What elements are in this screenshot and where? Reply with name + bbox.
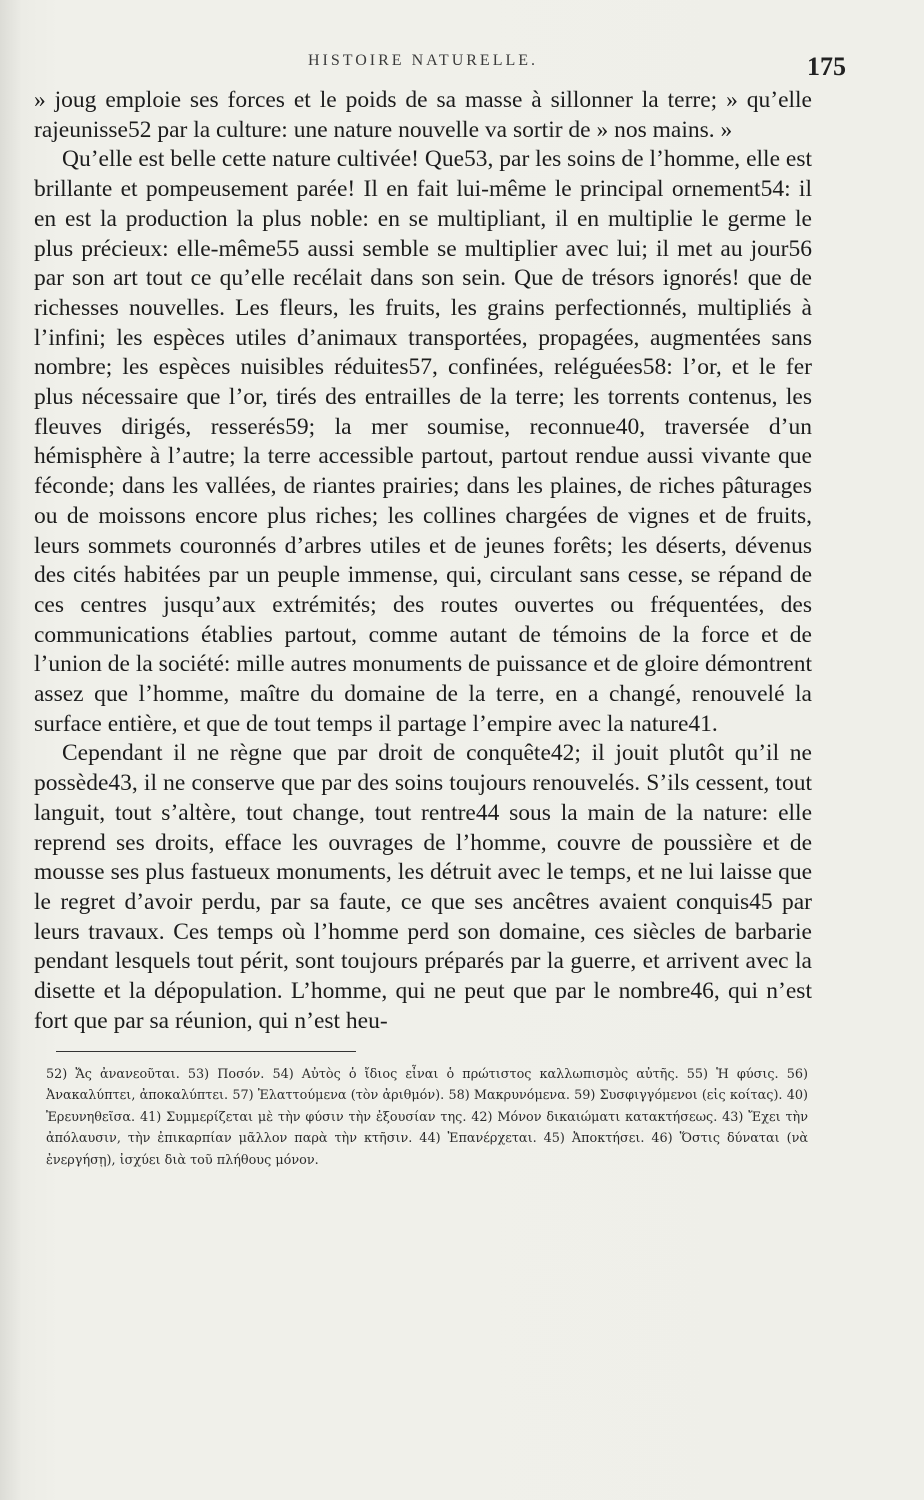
running-title: HISTOIRE NATURELLE. bbox=[307, 52, 539, 69]
paragraph: Cependant il ne règne que par droit de conquête42; il jouit plutôt qu’il ne possède43, il ne conserve que par des soins toujours renouvelés. S’ils cessent, tout languit, tout s’altère, tout change, tout rentre44 sous la main de la nature: elle reprend ses droits, efface les ouvrages de l’homme, couvre de poussière et de mousse ses plus fastueux monuments, les détruit avec le temps, et ne lui laisse que le regret d’avoir perdu, par sa faute, ce que ses ancêtres avaient conquis45 par leurs travaux. Ces temps où l’homme perd son domaine, ces siècles de barbarie pendant lesquels tout périt, sont toujours préparés par la guerre, et arrivent avec la disette et la dépopulation. L’homme, qui ne peut que par le nombre46, qui n’est fort que par sa réunion, qui n’est heu- bbox=[34, 740, 812, 1034]
paragraph: » joug emploie ses forces et le poids de sa masse à sillonner la terre; » qu’elle rajeunisse52 par la culture: une nature nouvelle va sortir de » nos mains. » bbox=[34, 87, 812, 143]
footnotes bbox=[34, 1064, 812, 1172]
main-text bbox=[34, 86, 812, 1037]
paragraph: Qu’elle est belle cette nature cultivée! Que53, par les soins de l’homme, elle est brillante et pompeusement parée! Il en fait lui-même le principal ornement54: il en est la production la plus noble: en se multipliant, il en multiplie le germe le plus précieux: elle-même55 aussi semble se multiplier avec lui; il met au jour56 par son art tout ce qu’elle recélait dans son sein. Que de trésors ignorés! que de richesses nouvelles. Les fleurs, les fruits, les grains perfectionnés, multipliés à l’infini; les espèces utiles d’animaux transportées, propagées, augmentées sans nombre; les espèces nuisibles réduites57, confinées, reléguées58: l’or, et le fer plus nécessaire que l’or, tirés des entrailles de la terre; les torrents contenus, les fleuves dirigés, resserés59; la mer soumise, reconnue40, traversée d’un hémisphère à l’autre; la terre accessible partout, partout rendue aussi vivante que féconde; dans les vallées, de riantes prairies; dans les plaines, de riches pâturages ou de moissons encore plus riches; les collines chargées de vignes et de fruits, leurs sommets couronnés d’arbres utiles et de jeunes forêts; les déserts, dévenus des cités habitées par un peuple immense, qui, circulant sans cesse, se répand de ces centres jusqu’aux extrémités; des routes ouvertes ou fréquentées, des communications établies partout, comme autant de témoins de la force et de l’union de la société: mille autres monuments de puissance et de gloire démontrent assez que l’homme, maître du domaine de la terre, en a changé, renouvelé la surface entière, et que de tout temps il partage l’empire avec la nature41. bbox=[34, 146, 812, 737]
footnote-block: 52) Ἄς ἀνανεοῦται. 53) Ποσόν. 54) Αὐτὸς ὁ ἴδιος εἶναι ὁ πρώτιστος καλλωπισμὸς αὐτῆς. 55) Ἡ φύσις. 56) Ἀνακαλύπτει, ἀποκαλύπτει. 57) Ἐλαττούμενα (τὸν ἀριθμόν). 58) Μακρυνόμενα. 59) Συσφιγγόμενοι (εἰς κοίτας). 40) Ἐρευνηθεῖσα. 41) Συμμερίζεται μὲ τὴν φύσιν τὴν ἐξουσίαν της. 42) Μόνον δικαιώματι κατακτήσεως. 43) Ἔχει τὴν ἀπόλαυσιν, τὴν ἐπικαρπίαν μᾶλλον παρὰ τὴν κτῆσιν. 44) Ἐπανέρχεται. 45) Ἀποκτήσει. 46) Ὅστις δύναται (νὰ ἐνεργήσῃ), ἰσχύει διὰ τοῦ πλήθους μόνον. bbox=[46, 1066, 808, 1168]
page-number: 175 bbox=[807, 52, 846, 81]
footnote-divider bbox=[56, 1051, 356, 1052]
page-header bbox=[34, 52, 846, 86]
